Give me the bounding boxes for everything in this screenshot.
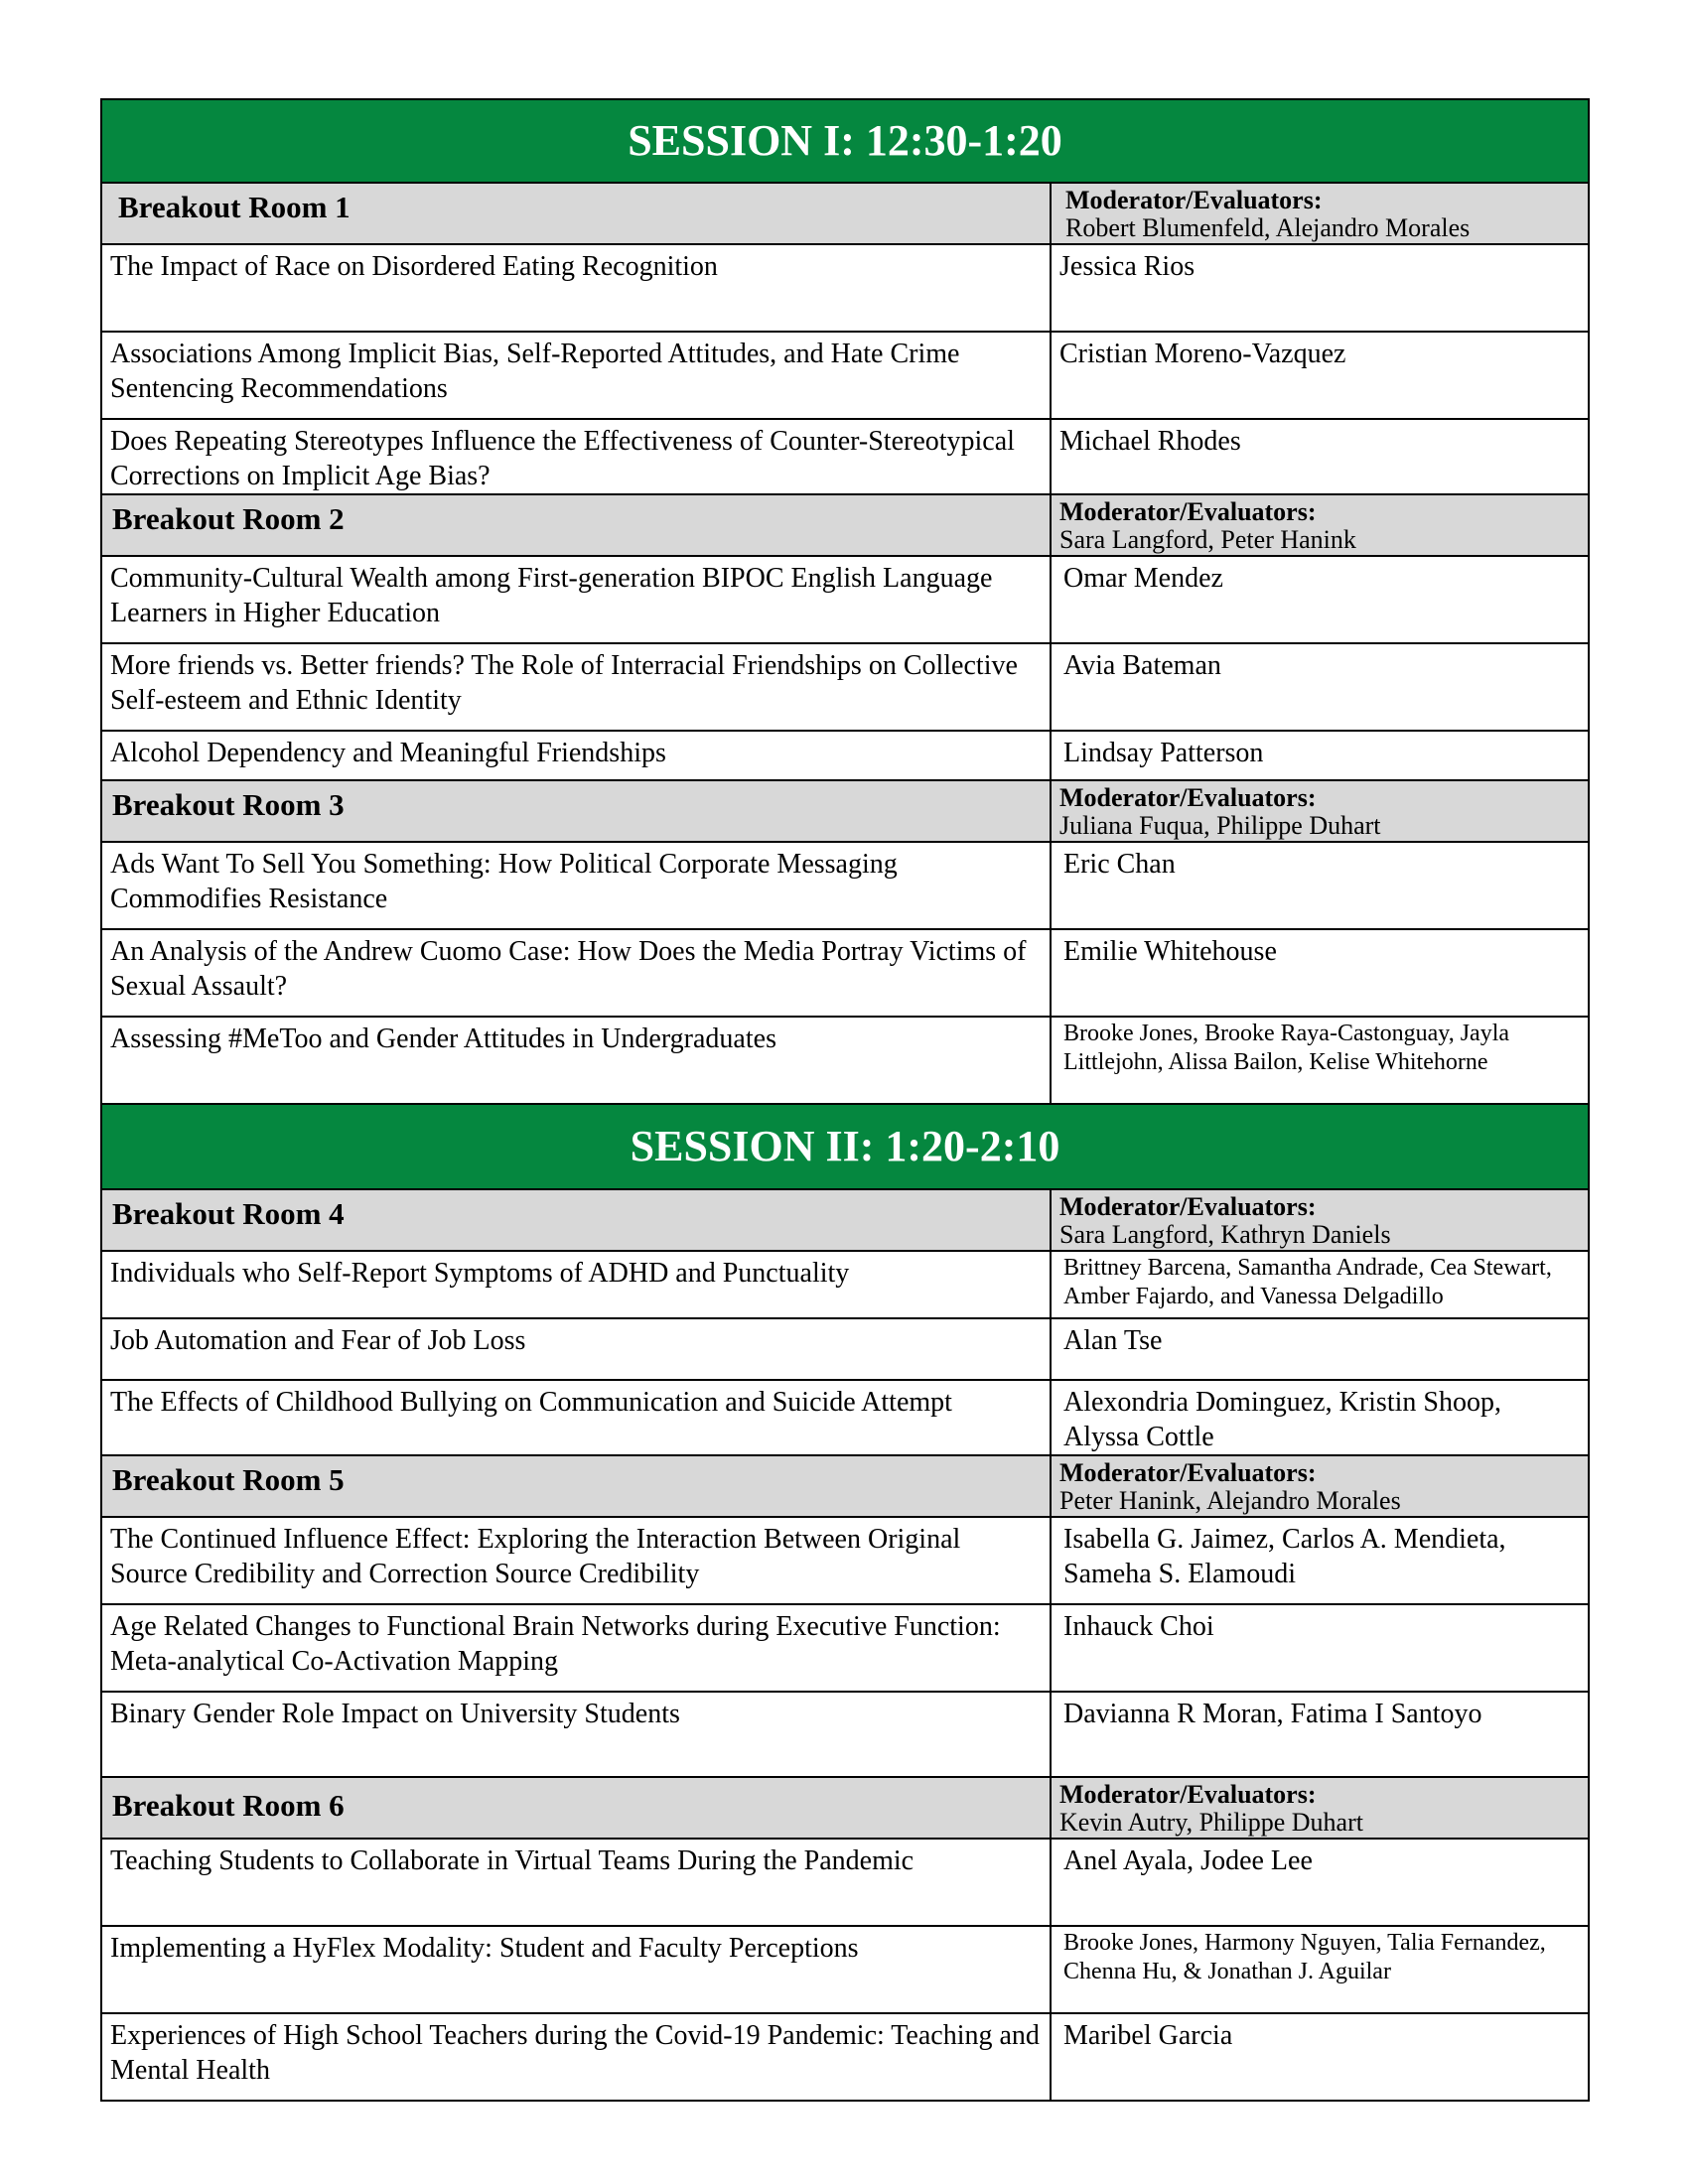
talk-row <box>101 1318 1589 1380</box>
talk-row <box>101 556 1589 643</box>
talk-row <box>101 842 1589 929</box>
talk-presenters: Brooke Jones, Harmony Nguyen, Talia Fernandez, Chenna Hu, & Jonathan J. Aguilar <box>1063 1930 1546 1984</box>
talk-title: Associations Among Implicit Bias, Self-Reported Attitudes, and Hate Crime Sentencing Recommendations <box>110 339 960 404</box>
talk-title: Age Related Changes to Functional Brain Networks during Executive Function: Meta-analytical Co-Activation Mapping <box>110 1611 1001 1677</box>
talk-row <box>101 2013 1589 2101</box>
room-name: Breakout Room 1 <box>118 190 351 224</box>
talk-presenters: Eric Chan <box>1063 849 1176 880</box>
schedule-table <box>100 98 1590 2102</box>
moderator-names: Peter Hanink, Alejandro Morales <box>1059 1486 1401 1515</box>
room-name: Breakout Room 3 <box>112 787 345 822</box>
talk-title: Job Automation and Fear of Job Loss <box>110 1325 526 1356</box>
breakout-room-header <box>101 780 1589 842</box>
breakout-room-header <box>101 1777 1589 1839</box>
talk-row <box>101 1926 1589 2013</box>
breakout-room-header <box>101 1189 1589 1251</box>
session-heading: SESSION I: 12:30-1:20 <box>101 99 1589 183</box>
talk-row <box>101 1517 1589 1604</box>
talk-title: Individuals who Self-Report Symptoms of ADHD and Punctuality <box>110 1258 850 1289</box>
moderator-names: Juliana Fuqua, Philippe Duhart <box>1059 811 1381 840</box>
talk-presenters: Maribel Garcia <box>1063 2020 1233 2051</box>
talk-title: Experiences of High School Teachers during the Covid-19 Pandemic: Teaching and Mental Health <box>110 2020 1040 2086</box>
talk-title: Community-Cultural Wealth among First-generation BIPOC English Language Learners in Higher Education <box>110 563 993 628</box>
moderator-names: Sara Langford, Peter Hanink <box>1059 525 1356 554</box>
talk-presenters: Alan Tse <box>1063 1325 1163 1356</box>
talk-title: The Impact of Race on Disordered Eating Recognition <box>110 251 718 282</box>
talk-title: Implementing a HyFlex Modality: Student and Faculty Perceptions <box>110 1933 859 1964</box>
breakout-room-header <box>101 183 1589 244</box>
talk-row <box>101 419 1589 494</box>
talk-presenters: Lindsay Patterson <box>1063 738 1264 768</box>
talk-presenters: Michael Rhodes <box>1059 426 1241 457</box>
talk-title: More friends vs. Better friends? The Role of Interracial Friendships on Collective Self-esteem and Ethnic Identity <box>110 650 1018 716</box>
room-name: Breakout Room 6 <box>112 1788 345 1823</box>
moderator-names: Sara Langford, Kathryn Daniels <box>1059 1220 1391 1249</box>
room-name: Breakout Room 2 <box>112 501 345 536</box>
talk-title: Binary Gender Role Impact on University Students <box>110 1699 680 1729</box>
talk-row <box>101 1017 1589 1104</box>
moderator-names: Kevin Autry, Philippe Duhart <box>1059 1808 1363 1837</box>
talk-presenters: Brooke Jones, Brooke Raya-Castonguay, Jayla Littlejohn, Alissa Bailon, Kelise Whitehorne <box>1063 1021 1510 1075</box>
talk-row <box>101 929 1589 1017</box>
moderator-label: Moderator/Evaluators: <box>1059 497 1317 526</box>
talk-title: The Continued Influence Effect: Exploring the Interaction Between Original Source Credibility and Correction Source Credibility <box>110 1524 961 1589</box>
talk-presenters: Cristian Moreno-Vazquez <box>1059 339 1346 369</box>
session-header-row <box>101 99 1589 183</box>
moderator-names: Robert Blumenfeld, Alejandro Morales <box>1065 213 1471 242</box>
talk-row <box>101 643 1589 731</box>
moderator-label: Moderator/Evaluators: <box>1059 1780 1317 1809</box>
talk-row <box>101 244 1589 332</box>
breakout-room-header <box>101 494 1589 556</box>
talk-row <box>101 1251 1589 1318</box>
session-header-row <box>101 1104 1589 1189</box>
room-name: Breakout Room 4 <box>112 1196 345 1231</box>
talk-row <box>101 1839 1589 1926</box>
talk-presenters: Isabella G. Jaimez, Carlos A. Mendieta, Sameha S. Elamoudi <box>1063 1524 1506 1589</box>
talk-row <box>101 1604 1589 1692</box>
talk-title: Assessing #MeToo and Gender Attitudes in Undergraduates <box>110 1024 776 1054</box>
session-heading: SESSION II: 1:20-2:10 <box>101 1104 1589 1189</box>
talk-presenters: Anel Ayala, Jodee Lee <box>1063 1845 1313 1876</box>
talk-title: The Effects of Childhood Bullying on Communication and Suicide Attempt <box>110 1387 952 1418</box>
talk-row <box>101 1692 1589 1777</box>
moderator-label: Moderator/Evaluators: <box>1065 186 1323 214</box>
talk-title: Does Repeating Stereotypes Influence the Effectiveness of Counter-Stereotypical Corrections on Implicit Age Bias? <box>110 426 1015 491</box>
talk-presenters: Omar Mendez <box>1063 563 1223 594</box>
talk-presenters: Brittney Barcena, Samantha Andrade, Cea Stewart, Amber Fajardo, and Vanessa Delgadillo <box>1063 1255 1552 1309</box>
talk-row <box>101 332 1589 419</box>
moderator-label: Moderator/Evaluators: <box>1059 1458 1317 1487</box>
talk-presenters: Jessica Rios <box>1059 251 1196 282</box>
talk-presenters: Avia Bateman <box>1063 650 1221 681</box>
moderator-label: Moderator/Evaluators: <box>1059 1192 1317 1221</box>
talk-title: Ads Want To Sell You Something: How Political Corporate Messaging Commodifies Resistance <box>110 849 898 914</box>
talk-presenters: Emilie Whitehouse <box>1063 936 1277 967</box>
talk-presenters: Alexondria Dominguez, Kristin Shoop, Alyssa Cottle <box>1063 1387 1501 1452</box>
breakout-room-header <box>101 1455 1589 1517</box>
moderator-label: Moderator/Evaluators: <box>1059 783 1317 812</box>
talk-title: An Analysis of the Andrew Cuomo Case: How Does the Media Portray Victims of Sexual Assault? <box>110 936 1027 1002</box>
talk-title: Teaching Students to Collaborate in Virtual Teams During the Pandemic <box>110 1845 914 1876</box>
talk-presenters: Inhauck Choi <box>1063 1611 1214 1642</box>
talk-title: Alcohol Dependency and Meaningful Friendships <box>110 738 666 768</box>
talk-row <box>101 1380 1589 1455</box>
talk-presenters: Davianna R Moran, Fatima I Santoyo <box>1063 1699 1482 1729</box>
room-name: Breakout Room 5 <box>112 1462 345 1497</box>
talk-row <box>101 731 1589 780</box>
